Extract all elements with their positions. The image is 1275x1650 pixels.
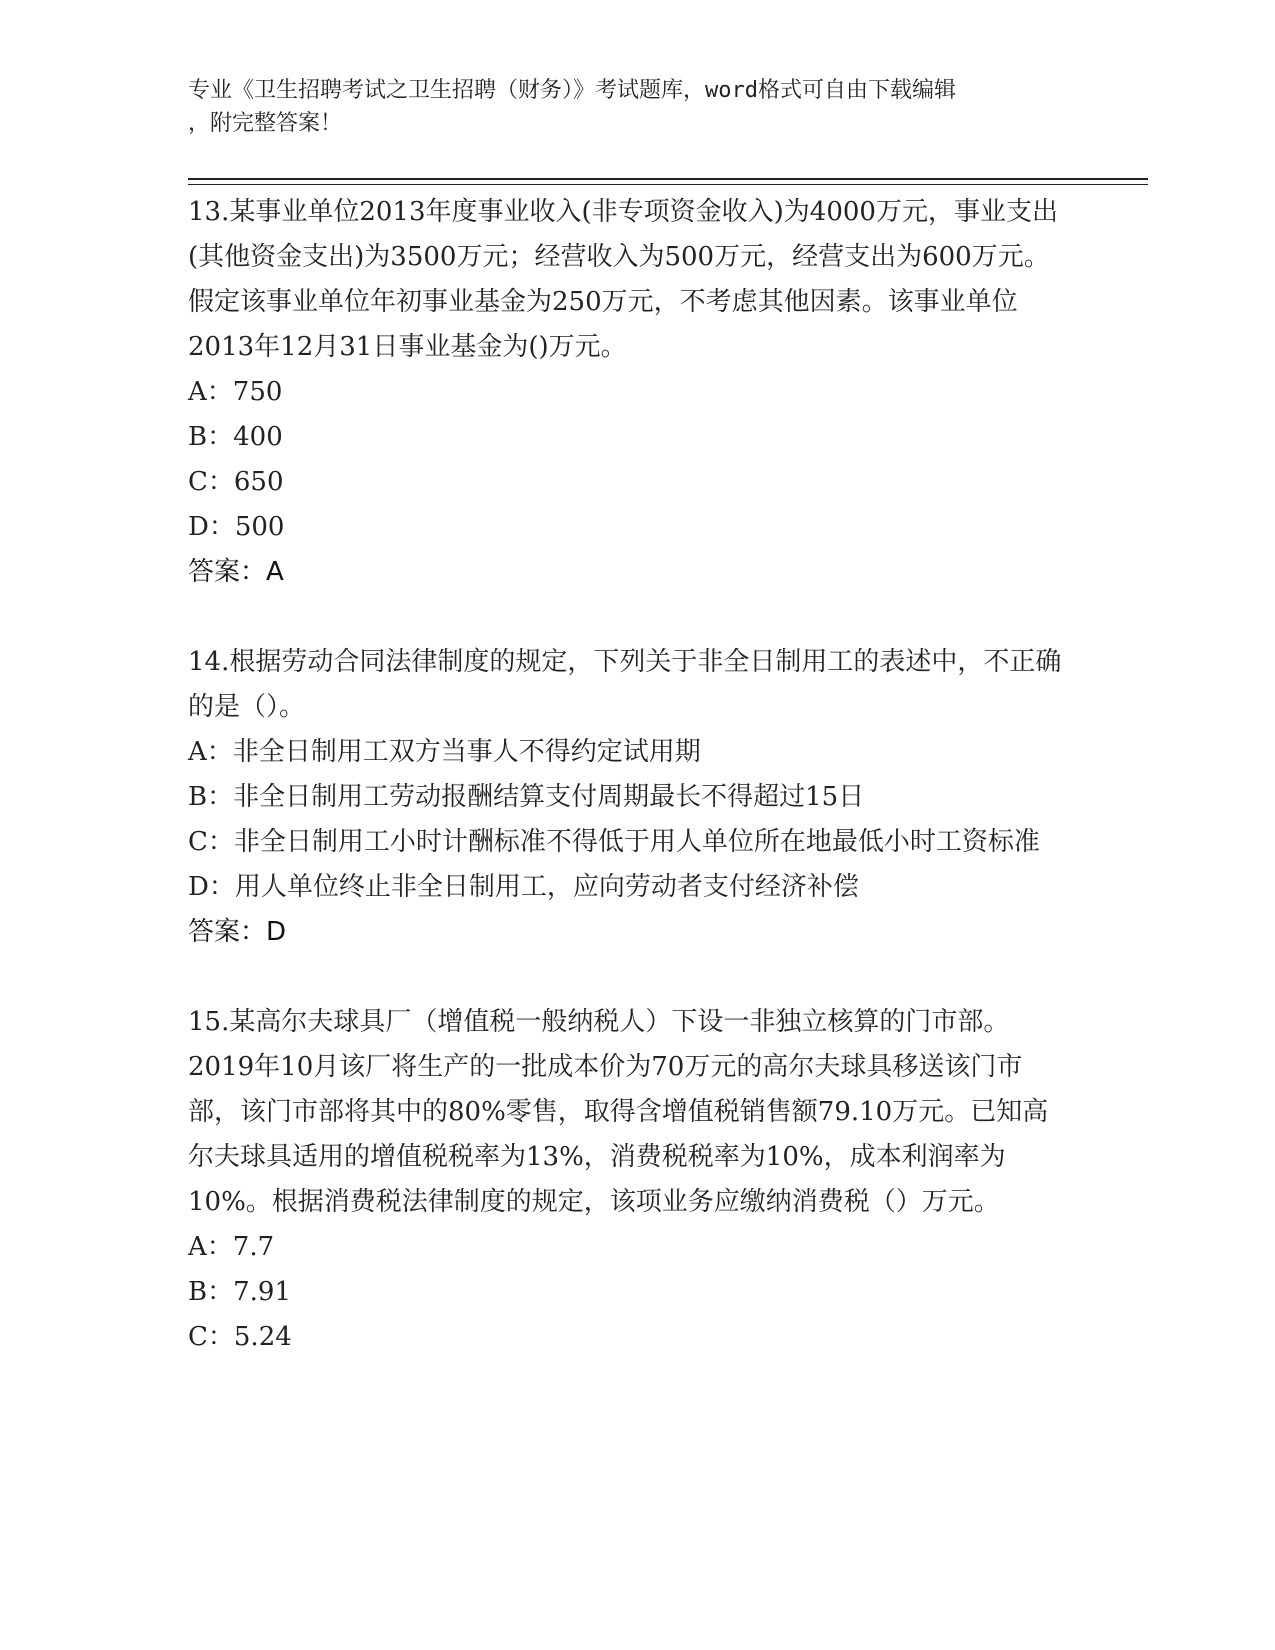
option-b: B：7.91	[188, 1277, 291, 1307]
answer: 答案：D	[188, 917, 287, 947]
header-line-2: ，附完整答案！	[188, 111, 343, 136]
header-line-1: 专业《卫生招聘考试之卫生招聘（财务）》考试题库，word格式可自由下载编辑	[188, 78, 956, 103]
question-14	[188, 640, 1068, 955]
option-c: C：非全日制用工小时计酬标准不得低于用人单位所在地最低小时工资标准	[188, 827, 1040, 857]
header-divider-thin	[188, 184, 1148, 185]
option-a: A：750	[188, 377, 283, 407]
document-header	[188, 74, 1068, 140]
question-text: 13.某事业单位2013年度事业收入(非专项资金收入)为4000万元，事业支出(其他资金支出)为3500万元；经营收入为500万元，经营支出为600万元。假定该事业单位年初事业基金为250万元，不考虑其他因素。该事业单位2013年12月31日事业基金为()万元。	[188, 197, 1058, 362]
question-text: 14.根据劳动合同法律制度的规定，下列关于非全日制用工的表述中，不正确的是（）。	[188, 647, 1062, 722]
option-d: D：500	[188, 512, 285, 542]
question-list	[188, 190, 1068, 1405]
question-13	[188, 190, 1068, 595]
header-divider-thick	[188, 178, 1148, 180]
option-c: C：5.24	[188, 1322, 292, 1352]
option-a: A：7.7	[188, 1232, 275, 1262]
question-15	[188, 1000, 1068, 1360]
option-a: A：非全日制用工双方当事人不得约定试用期	[188, 737, 701, 767]
answer: 答案：A	[188, 557, 284, 587]
option-b: B：非全日制用工劳动报酬结算支付周期最长不得超过15日	[188, 782, 865, 812]
question-text: 15.某高尔夫球具厂（增值税一般纳税人）下设一非独立核算的门市部。2019年10月该厂将生产的一批成本价为70万元的高尔夫球具移送该门市部，该门市部将其中的80%零售，取得含增值税销售额79.10万元。已知高尔夫球具适用的增值税税率为13%，消费税税率为10%，成本利润率为10%。根据消费税法律制度的规定，该项业务应缴纳消费税（）万元。	[188, 1007, 1049, 1217]
option-c: C：650	[188, 467, 284, 497]
option-b: B：400	[188, 422, 283, 452]
option-d: D：用人单位终止非全日制用工，应向劳动者支付经济补偿	[188, 872, 859, 902]
